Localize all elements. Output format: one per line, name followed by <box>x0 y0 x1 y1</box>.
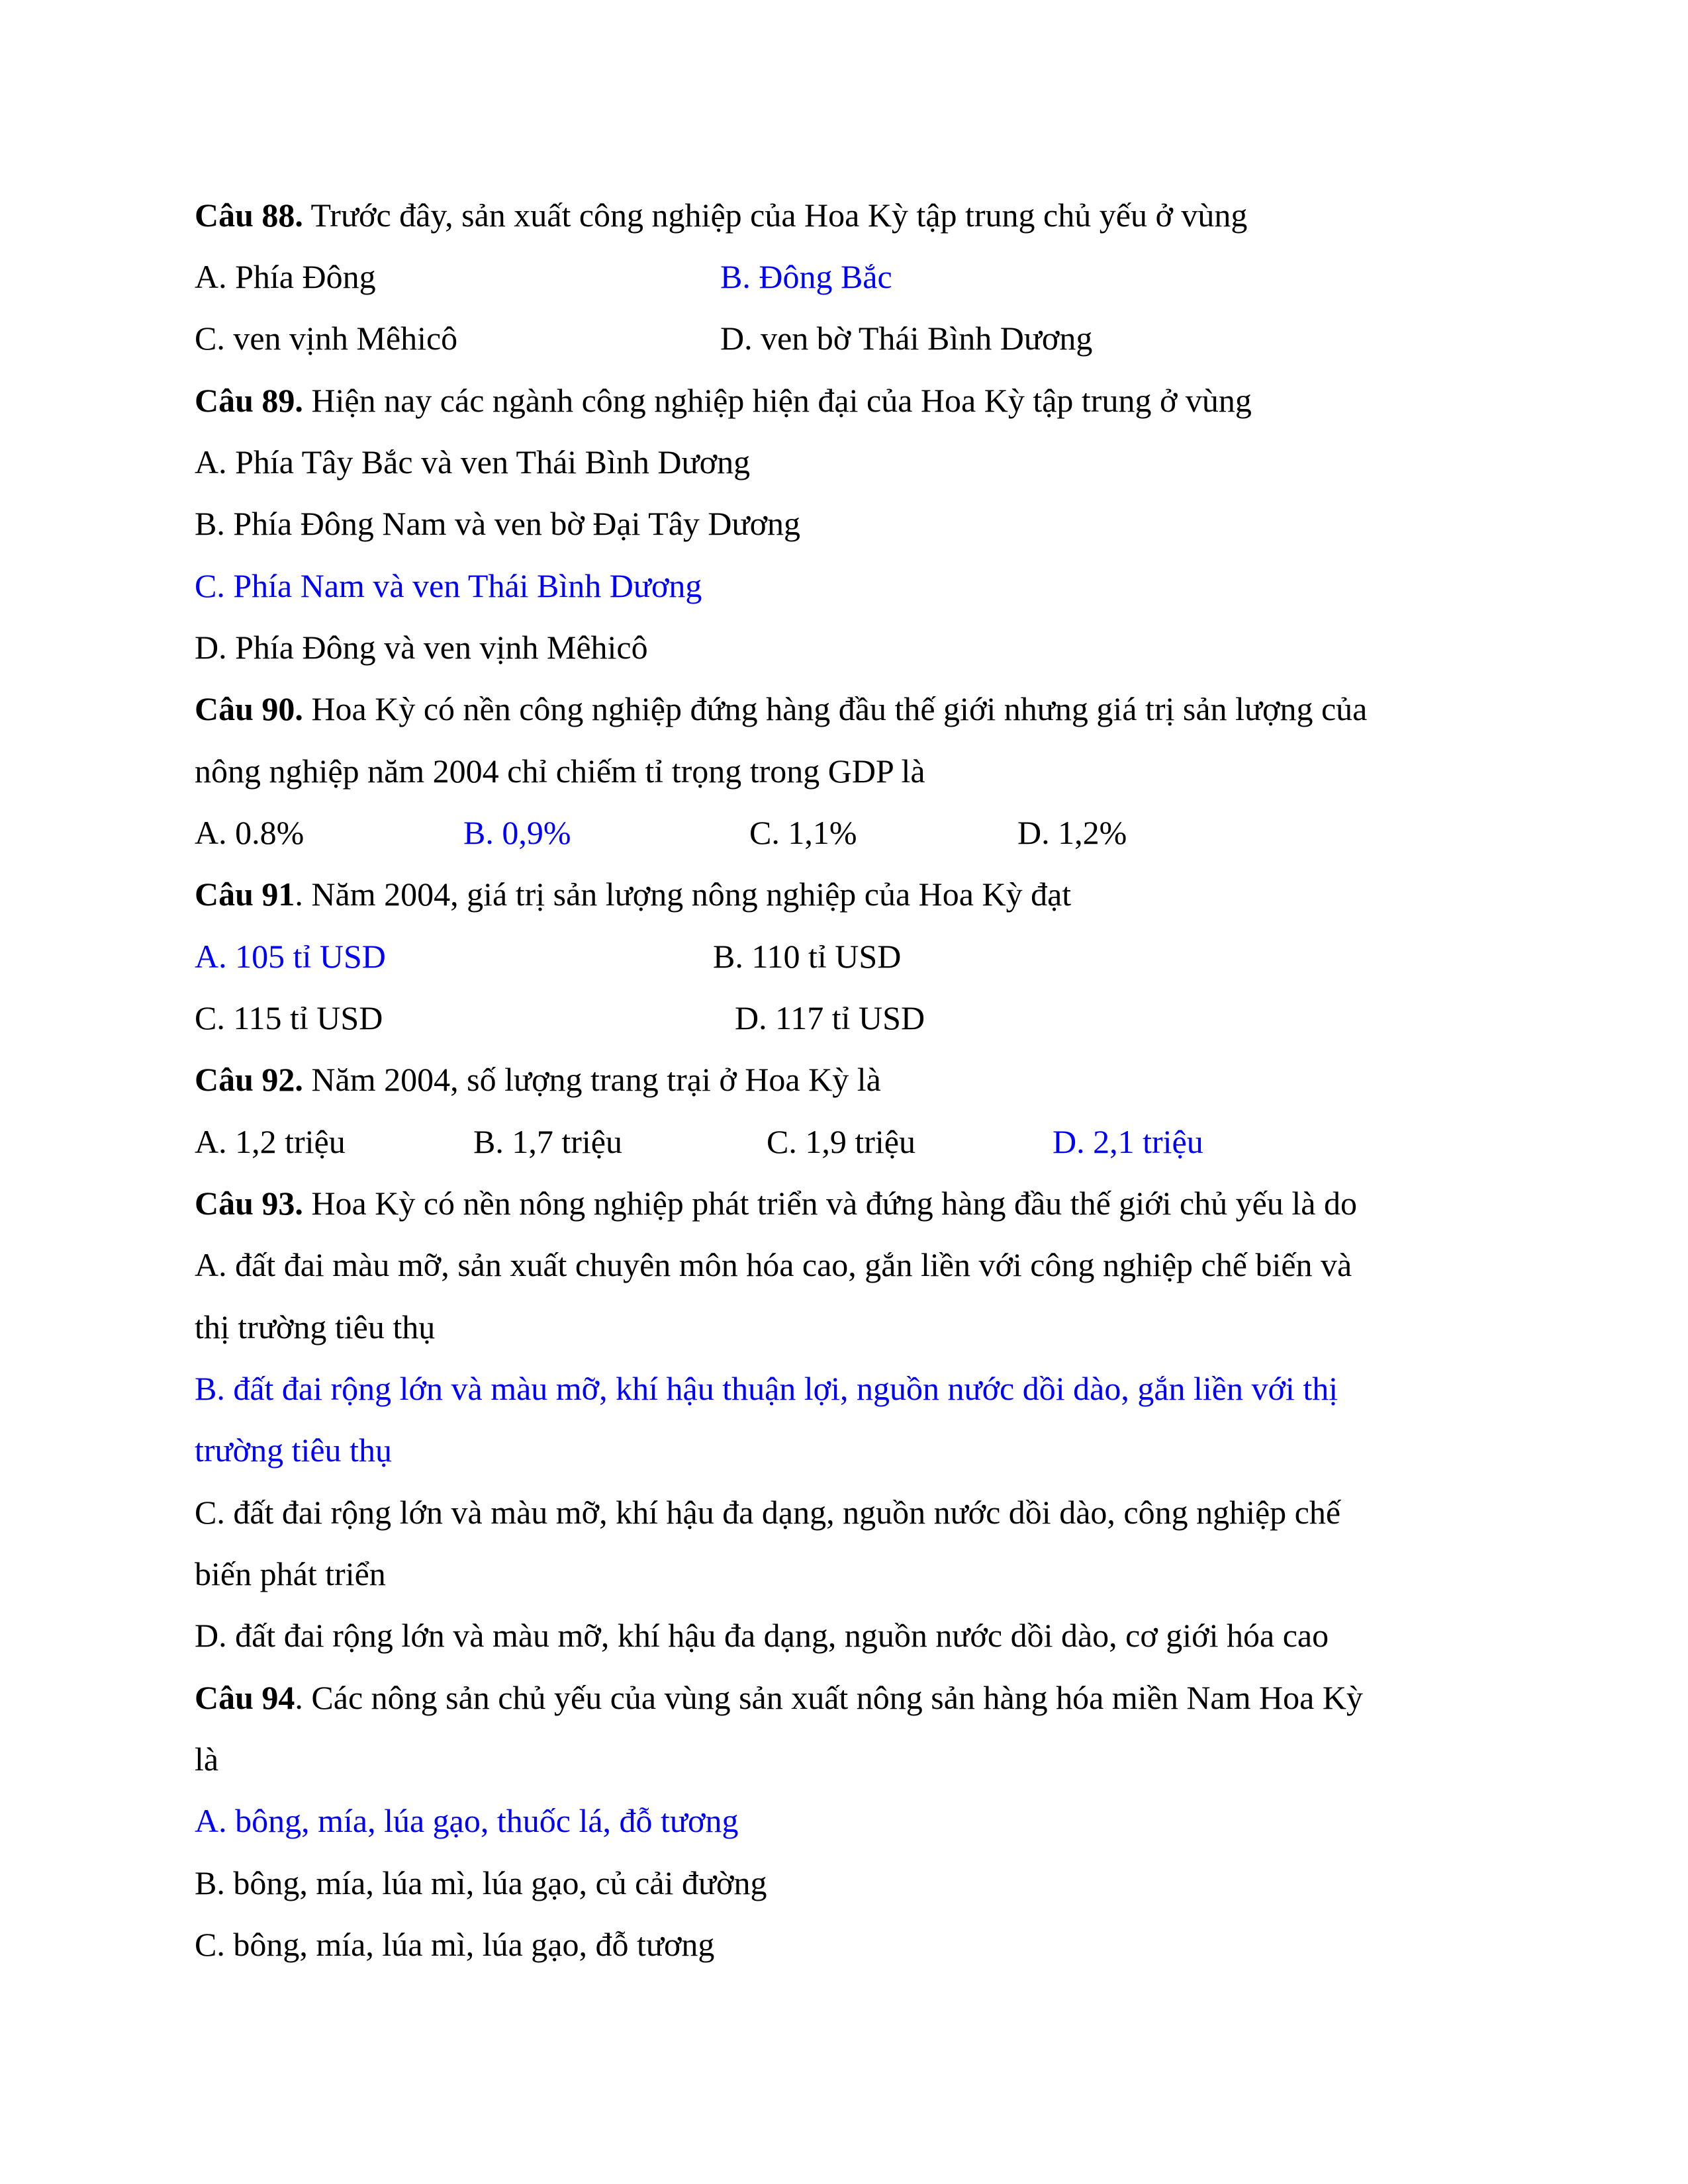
option-c: C. đất đai rộng lớn và màu mỡ, khí hậu đa dạng, nguồn nước dồi dào, công nghiệp chế <box>195 1494 1341 1531</box>
question-label: Câu 88. <box>195 197 303 234</box>
question-89 <box>195 381 1252 420</box>
question-text: . Năm 2004, giá trị sản lượng nông nghiệp của Hoa Kỳ đạt <box>295 876 1072 913</box>
option-c-continued: biến phát triển <box>195 1555 386 1592</box>
question-text: . Các nông sản chủ yếu của vùng sản xuất nông sản hàng hóa miền Nam Hoa Kỳ <box>295 1679 1363 1716</box>
option-a-answer: A. bông, mía, lúa gạo, thuốc lá, đỗ tương <box>195 1802 739 1839</box>
option-b: B. 1,7 triệu <box>473 1123 622 1160</box>
option-d: D. ven bờ Thái Bình Dương <box>720 320 1093 357</box>
question-92 <box>195 1060 881 1099</box>
option-c: C. 115 tỉ USD <box>195 999 383 1036</box>
question-text: Hoa Kỳ có nền nông nghiệp phát triển và đứng hàng đầu thế giới chủ yếu là do <box>303 1185 1357 1222</box>
option-d: D. 1,2% <box>1017 814 1127 851</box>
question-label: Câu 93. <box>195 1185 303 1222</box>
option-b-answer-continued: trường tiêu thụ <box>195 1432 392 1469</box>
option-d-answer: D. 2,1 triệu <box>1053 1123 1203 1160</box>
question-text-continued: nông nghiệp năm 2004 chỉ chiếm tỉ trọng trong GDP là <box>195 752 925 790</box>
option-a: A. 1,2 triệu <box>195 1123 346 1160</box>
option-c: C. 1,1% <box>749 814 857 851</box>
question-text: Trước đây, sản xuất công nghiệp của Hoa Kỳ tập trung chủ yếu ở vùng <box>303 197 1248 234</box>
option-a-answer: A. 105 tỉ USD <box>195 938 386 975</box>
option-b-answer: B. Đông Bắc <box>720 258 892 295</box>
question-label: Câu 94 <box>195 1679 295 1716</box>
option-d: D. Phía Đông và ven vịnh Mêhicô <box>195 629 648 666</box>
option-c: C. ven vịnh Mêhicô <box>195 320 458 357</box>
question-label: Câu 90. <box>195 690 303 727</box>
question-label: Câu 91 <box>195 876 295 913</box>
option-d: D. đất đai rộng lớn và màu mỡ, khí hậu đa dạng, nguồn nước dồi dào, cơ giới hóa cao <box>195 1617 1329 1654</box>
option-a: A. Phía Đông <box>195 258 376 295</box>
option-c: C. 1,9 triệu <box>767 1123 915 1160</box>
question-text: Hiện nay các ngành công nghiệp hiện đại của Hoa Kỳ tập trung ở vùng <box>303 382 1252 419</box>
option-a: A. đất đai màu mỡ, sản xuất chuyên môn hóa cao, gắn liền với công nghiệp chế biến và <box>195 1246 1352 1283</box>
question-text-continued: là <box>195 1741 219 1778</box>
option-c-answer: C. Phía Nam và ven Thái Bình Dương <box>195 567 702 604</box>
question-text: Hoa Kỳ có nền công nghiệp đứng hàng đầu thế giới nhưng giá trị sản lượng của <box>303 690 1368 727</box>
question-91 <box>195 874 1071 914</box>
question-94 <box>195 1678 1363 1717</box>
question-text: Năm 2004, số lượng trang trại ở Hoa Kỳ là <box>303 1061 881 1098</box>
option-c: C. bông, mía, lúa mì, lúa gạo, đỗ tương <box>195 1926 715 1963</box>
option-d: D. 117 tỉ USD <box>735 999 925 1036</box>
option-a: A. 0.8% <box>195 814 305 851</box>
option-a: A. Phía Tây Bắc và ven Thái Bình Dương <box>195 443 751 480</box>
option-a-continued: thị trường tiêu thụ <box>195 1308 436 1345</box>
question-88 <box>195 195 1247 235</box>
question-93 <box>195 1183 1357 1223</box>
option-b: B. bông, mía, lúa mì, lúa gạo, củ cải đường <box>195 1864 767 1901</box>
option-b-answer: B. 0,9% <box>463 814 571 851</box>
question-90 <box>195 689 1367 729</box>
question-label: Câu 92. <box>195 1061 303 1098</box>
question-label: Câu 89. <box>195 382 303 419</box>
option-b: B. Phía Đông Nam và ven bờ Đại Tây Dương <box>195 505 801 542</box>
option-b-answer: B. đất đai rộng lớn và màu mỡ, khí hậu thuận lợi, nguồn nước dồi dào, gắn liền với thị <box>195 1370 1338 1407</box>
option-b: B. 110 tỉ USD <box>713 938 902 975</box>
